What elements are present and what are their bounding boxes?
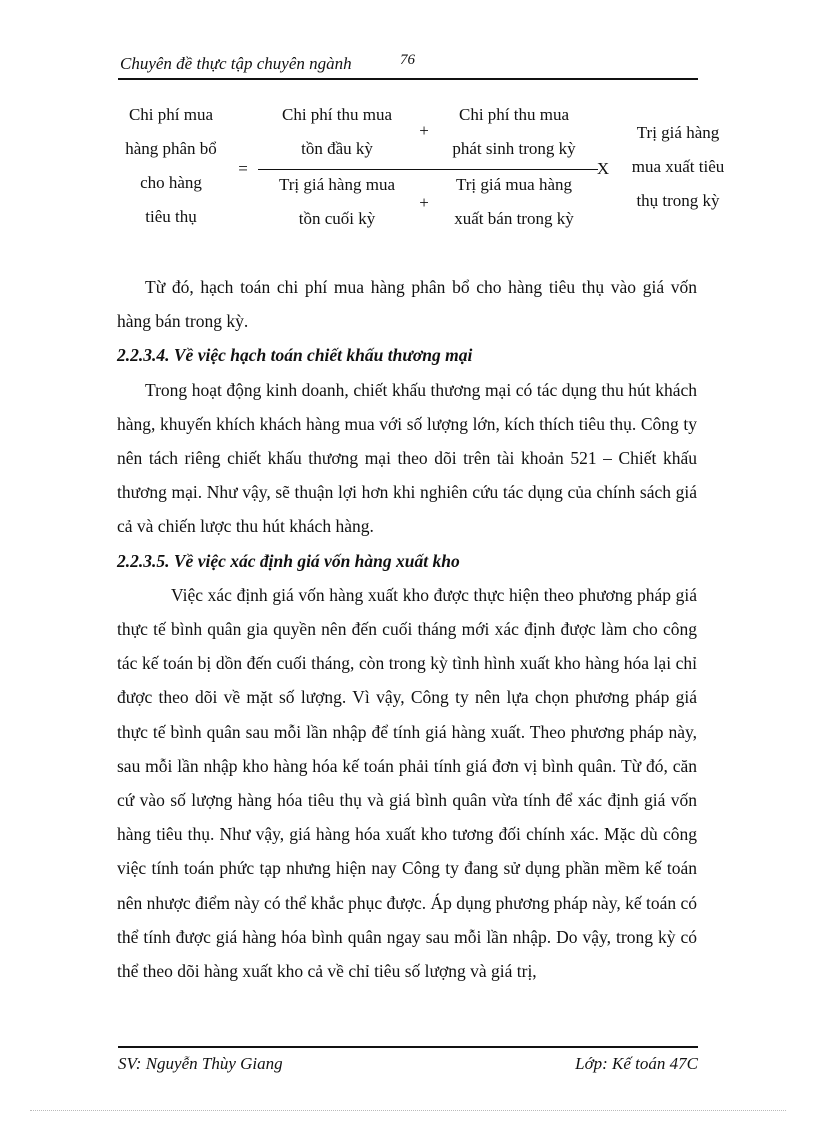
formula-rhs-line: mua xuất tiêu <box>631 157 725 176</box>
formula-rhs <box>618 116 738 218</box>
formula-lhs-line: hàng phân bổ <box>125 139 217 158</box>
document-body <box>117 270 697 988</box>
formula-lhs-line: Chi phí mua <box>128 105 214 124</box>
formula-lhs-line: cho hàng <box>140 173 202 192</box>
numerator-term-2 <box>434 98 594 166</box>
paragraph: Việc xác định giá vốn hàng xuất kho được thực hiện theo phương pháp giá thực tế bình quân gia quyền nên đến cuối tháng mới xác định được làm cho công tác kế toán bị dồn đến cuối tháng, còn trong kỳ tình hình xuất kho hàng hóa lại chỉ được theo dõi về mặt số lượng. Vì vậy, Công ty nên lựa chọn phương pháp giá thực tế bình quân sau mỗi lần nhập để tính giá hàng xuất. Theo phương pháp này, sau mỗi lần nhập kho hàng hóa kế toán phải tính giá đơn vị bình quân. Từ đó, căn cứ vào số lượng hàng hóa tiêu thụ và giá bình quân vừa tính để xác định giá vốn hàng tiêu thụ. Như vậy, giá hàng hóa xuất kho tương đối chính xác. Mặc dù công việc tính toán phức tạp nhưng hiện nay Công ty đang sử dụng phần mềm kế toán nên nhược điểm này có thể khắc phục được. Áp dụng phương pháp này, kế toán có thể tính được giá hàng hóa bình quân ngay sau mỗi lần nhập. Do vậy, trong kỳ có thể theo dõi hàng xuất kho cả về chỉ tiêu số lượng và giá trị, <box>117 584 697 982</box>
numerator-term-2-line: phát sinh trong kỳ <box>452 139 576 158</box>
denominator-term-1-line: Trị giá hàng mua <box>278 175 395 194</box>
footer-student: SV: Nguyễn Thùy Giang <box>118 1054 283 1073</box>
formula-lhs-line: tiêu thụ <box>145 207 197 226</box>
denominator-term-1-line: tồn cuối kỳ <box>298 209 376 228</box>
formula-rhs-line: Trị giá hàng <box>636 123 720 142</box>
footer-class: Lớp: Kế toán 47C <box>575 1054 698 1073</box>
numerator-term-1-line: tồn đầu kỳ <box>301 139 373 158</box>
denominator-term-1 <box>262 168 412 236</box>
denominator-term-2-line: Trị giá mua hàng <box>455 175 572 194</box>
paragraph: Từ đó, hạch toán chi phí mua hàng phân bổ cho hàng tiêu thụ vào giá vốn hàng bán trong kỳ. <box>117 277 697 332</box>
numerator-term-1-line: Chi phí thu mua <box>281 105 393 124</box>
numerator-plus-sign: + <box>419 121 429 140</box>
paragraph: Trong hoạt động kinh doanh, chiết khấu thương mại có tác dụng thu hút khách hàng, khuyến khích khách hàng mua với số lượng lớn, kích thích tiêu thụ. Công ty nên tách riêng chiết khấu thương mại theo dõi trên tài khoản 521 – Chiết khấu thương mại. Như vậy, sẽ thuận lợi hơn khi nghiên cứu tác dụng của chính sách giá cả và chiến lược thu hút khách hàng. <box>117 379 697 537</box>
formula-rhs-line: thụ trong kỳ <box>636 191 720 210</box>
denominator-term-2-line: xuất bán trong kỳ <box>454 209 574 228</box>
equals-sign: = <box>238 159 248 178</box>
multiply-sign: X <box>596 159 610 178</box>
header-title: Chuyên đề thực tập chuyên ngành <box>120 54 352 73</box>
page-edge-divider <box>30 1110 786 1111</box>
formula-lhs <box>112 98 230 234</box>
section-heading: 2.2.3.5. Về việc xác định giá vốn hàng xuất kho <box>117 550 460 571</box>
section-heading: 2.2.3.4. Về việc hạch toán chiết khấu thương mại <box>117 345 473 366</box>
denominator-plus-sign: + <box>419 193 429 212</box>
page-number: 76 <box>400 52 415 68</box>
numerator-term-2-line: Chi phí thu mua <box>458 105 570 124</box>
page-footer <box>118 1046 698 1078</box>
allocation-formula <box>112 98 732 238</box>
page-header <box>118 52 698 80</box>
denominator-term-2 <box>434 168 594 236</box>
numerator-term-1 <box>262 98 412 166</box>
